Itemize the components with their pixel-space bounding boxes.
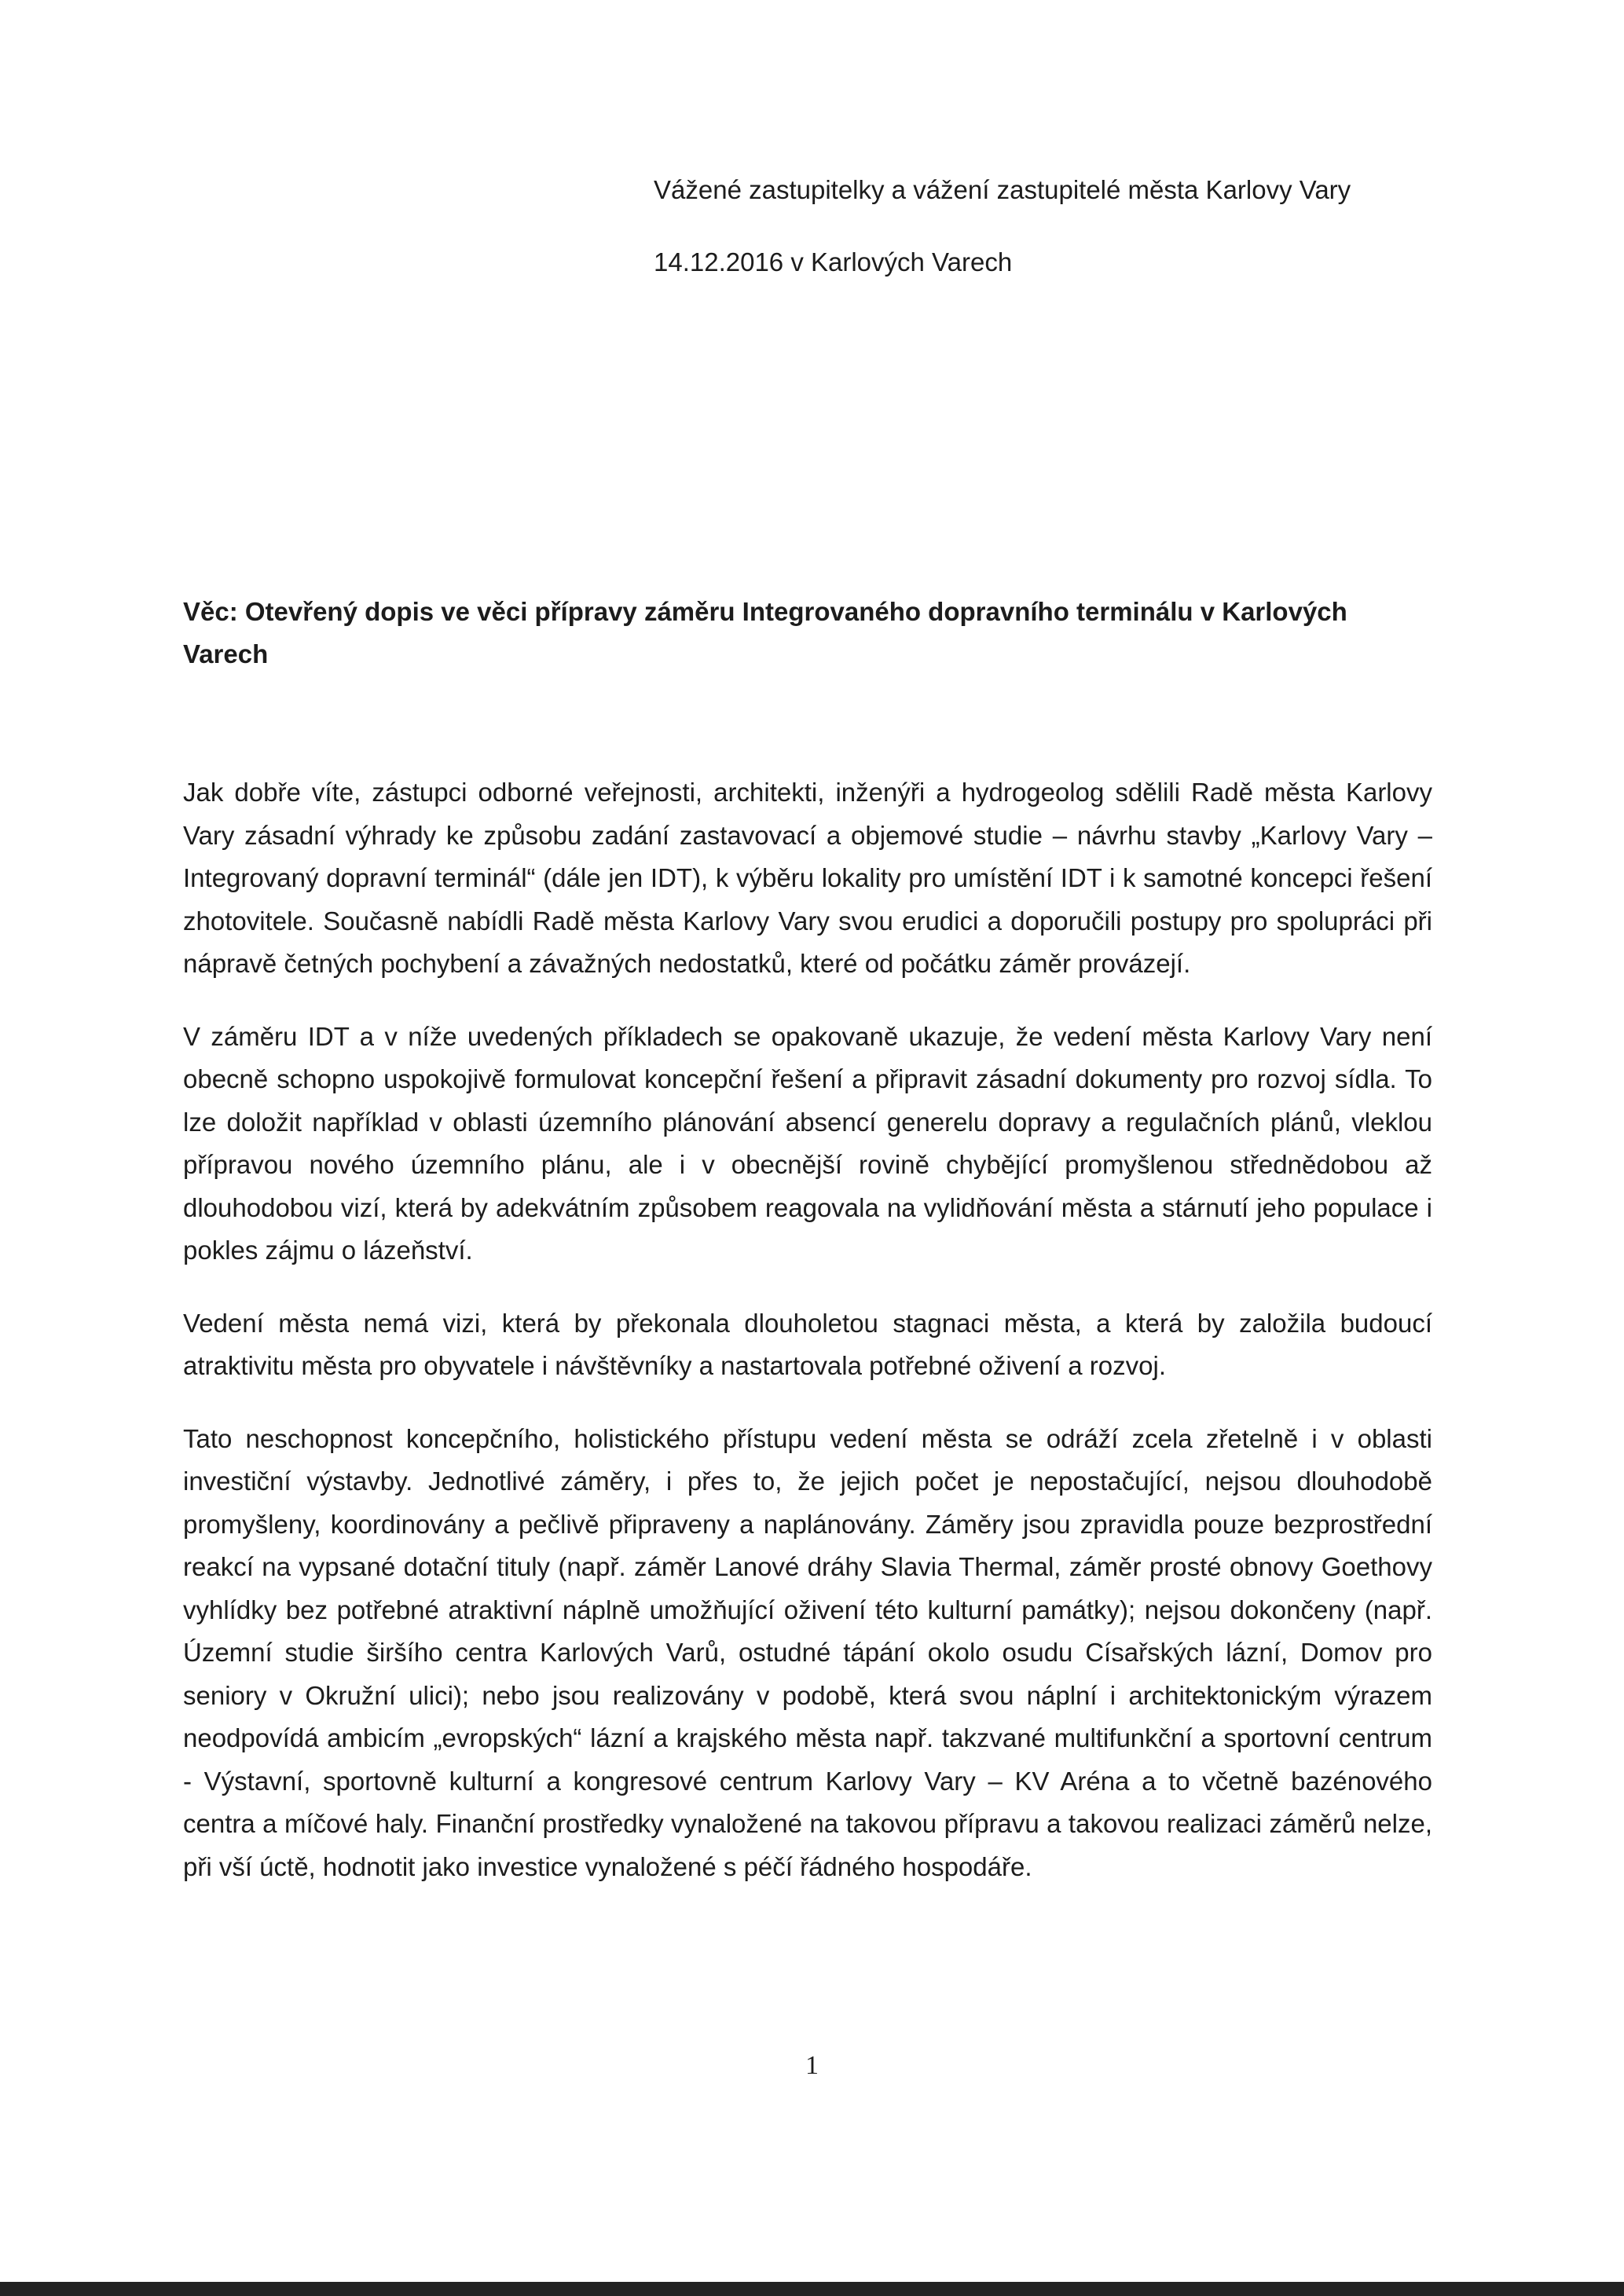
letter-addressee: Vážené zastupitelky a vážení zastupitelé města Karlovy Vary <box>654 175 1351 204</box>
letter-date-place: 14.12.2016 v Karlových Varech <box>654 247 1013 276</box>
letter-body <box>183 771 1432 1918</box>
scan-edge <box>0 2282 1624 2296</box>
body-paragraph: Jak dobře víte, zástupci odborné veřejnosti, architekti, inženýři a hydrogeolog sdělili Radě města Karlovy Vary zásadní výhrady ke způsobu zadání zastavovací a objemové studie – návrhu stavby „Karlovy Vary – Integrovaný dopravní terminál“ (dále jen IDT), k výběru lokality pro umístění IDT i k samotné koncepci řešení zhotovitele. Současně nabídli Radě města Karlovy Vary svou erudici a doporučili postupy pro spolupráci při nápravě četných pochybení a závažných nedostatků, které od počátku záměr provázejí. <box>183 778 1432 978</box>
body-paragraph: V záměru IDT a v níže uvedených příkladech se opakovaně ukazuje, že vedení města Karlovy Vary není obecně schopno uspokojivě formulovat koncepční řešení a připravit zásadní dokumenty pro rozvoj sídla. To lze doložit například v oblasti územního plánování absencí generelu dopravy a regulačních plánů, vleklou přípravou nového územního plánu, ale i v obecnější rovině chybějící promyšlenou střednědobou až dlouhodobou vizí, která by adekvátním způsobem reagovala na vylidňování města a stárnutí jeho populace i pokles zájmu o lázeňství. <box>183 1021 1432 1265</box>
body-paragraph: Tato neschopnost koncepčního, holistického přístupu vedení města se odráží zcela zřetelně i v oblasti investiční výstavby. Jednotlivé záměry, i přes to, že jejich počet je nepostačující, nejsou dlouhodobě promyšleny, koordinovány a pečlivě připraveny a naplánovány. Záměry jsou zpravidla pouze bezprostřední reakcí na vypsané dotační tituly (např. záměr Lanové dráhy Slavia Thermal, záměr prosté obnovy Goethovy vyhlídky bez potřebné atraktivní náplně umožňující oživení této kulturní památky); nejsou dokončeny (např. Územní studie širšího centra Karlových Varů, ostudné tápání okolo osudu Císařských lázní, Domov pro seniory v Okružní ulici); nebo jsou realizovány v podobě, která svou náplní i architektonickým výrazem neodpovídá ambicím „evropských“ lázní a krajského města např. takzvané multifunkční a sportovní centrum - Výstavní, sportovně kulturní a kongresové centrum Karlovy Vary – KV Aréna a to včetně bazénového centra a míčové haly. Finanční prostředky vynaložené na takovou přípravu a takovou realizaci záměrů nelze, při vší úctě, hodnotit jako investice vynaložené s péčí řádného hospodáře. <box>183 1423 1432 1881</box>
body-paragraph: Vedení města nemá vizi, která by překonala dlouholetou stagnaci města, a která by založila budoucí atraktivitu města pro obyvatele i návštěvníky a nastartovala potřebné oživení a rozvoj. <box>183 1308 1432 1380</box>
letter-subject: Věc: Otevřený dopis ve věci přípravy záměru Integrovaného dopravního terminálu v Karlových Varech <box>183 597 1347 668</box>
page-number: 1 <box>805 2051 819 2080</box>
